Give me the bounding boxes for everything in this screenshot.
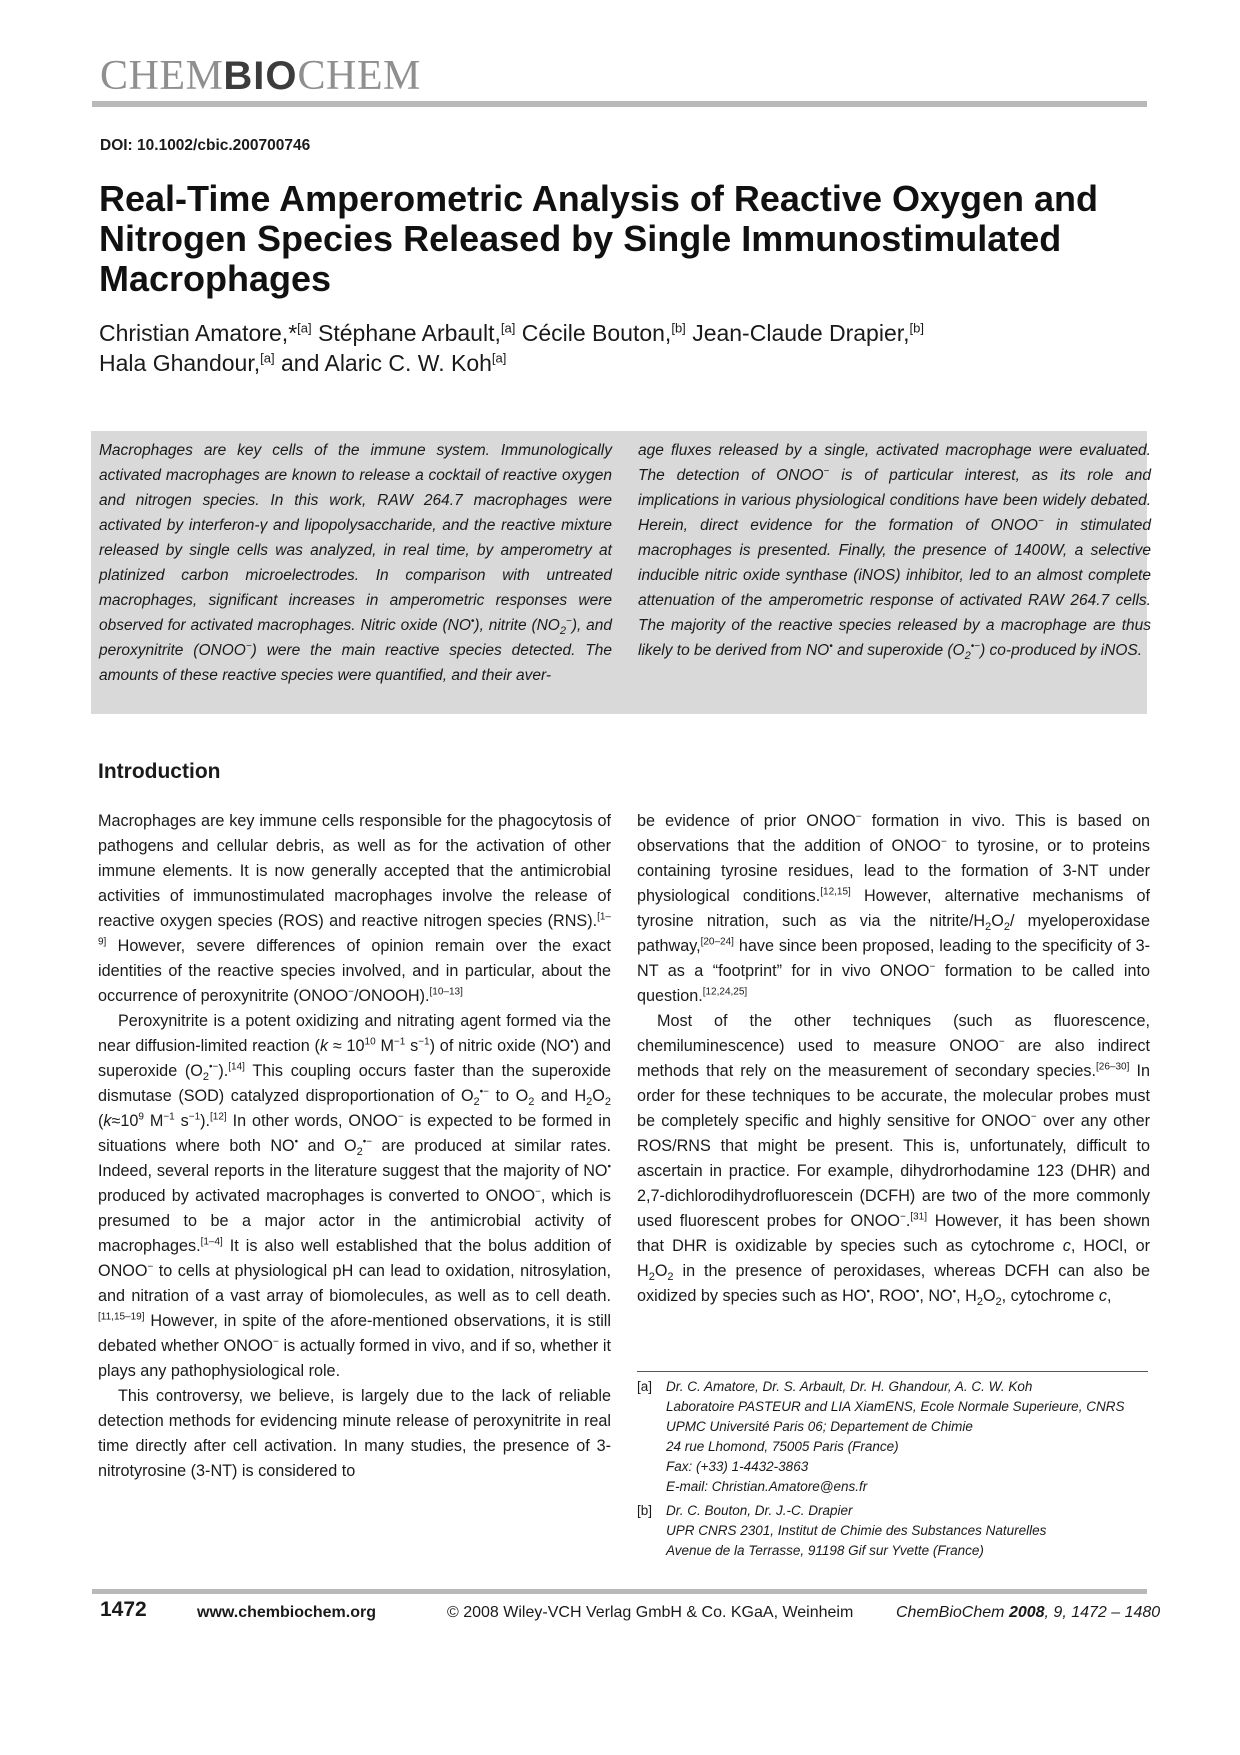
section-heading: Introduction [98, 760, 221, 783]
body-column-right [637, 809, 1150, 1309]
header-rule [92, 101, 1147, 107]
website-link[interactable]: www.chembiochem.org [197, 1604, 376, 1621]
footnote: [a] Dr. C. Amatore, Dr. S. Arbault, Dr. H. Ghandour, A. C. W. Koh Laboratoire PASTEUR and LIA XiamENS, Ecole Normale Superieure, CNRS UPMC Université Paris 06; Departement de Chimie 24 rue Lhomond, 75005 Paris (France) Fax: (+33) 1-4432-3863 E-mail: Christian.Amatore@ens.fr [637, 1377, 1157, 1497]
author-list: Christian Amatore,*[a] Stéphane Arbault,[a] Cécile Bouton,[b] Jean-Claude Drapier,[b] Hala Ghandour,[a] and Alaric C. W. Koh[a] [99, 320, 924, 376]
paragraph: Peroxynitrite is a potent oxidizing and nitrating agent formed via the near diffusion-limited reaction ($k \approx 10^{10}$ $M^{-1}$ $s^{-1}$) of nitric oxide (NO•) and superoxide $(O_2^{•-}).[14]$ This coupling occurs faster than the superoxide dismutase (SOD) catalyzed disproportionation of $O_2^{•-}$ to $O_2$ and $H_2O_2$ ($k\approx 10^9$ $M^{-1}$ $s^{-1}).[12]$ In other words, ONOO− is expected to be formed in situations where both NO• and $O_2^{•-}$ are produced at similar rates. Indeed, several reports in the literature suggest that the majority of NO• produced by activated macrophages is converted to ONOO−, which is presumed to be a major actor in the antimicrobial activity of macrophages.[1–4] It is also well established that the bolus addition of ONOO− to cells at physiological pH can lead to oxidation, nitrosylation, and nitration of a vast array of biomolecules, as well as to cell death.[11,15–19] However, in spite of the afore-mentioned observations, it is still debated whether ONOO− is actually formed in vivo, and if so, whether it plays any pathophysiological role. [98, 1012, 612, 1380]
journal-citation: ChemBioChem 2008, 9, 1472 – 1480 [896, 1604, 1161, 1621]
article-title: Real-Time Amperometric Analysis of Reactive Oxygen and Nitrogen Species Released by Single Immunostimulated Macrophages [99, 178, 1099, 299]
paragraph: be evidence of prior ONOO− formation in vivo. This is based on observations that the addition of ONOO− to tyrosine, or to proteins containing tyrosine residues, lead to the formation of 3-NT under physiological conditions.[12,15] However, alternative mechanisms of tyrosine nitration, such as via the nitrite/$H_2O_2/$ myeloperoxidase pathway,[20–24] have since been proposed, leading to the specificity of 3-NT as a “footprint” for in vivo ONOO− formation to be called into question.[12,24,25] [637, 811, 1150, 1005]
author: Christian Amatore,* [99, 320, 298, 346]
author: and Alaric C. W. Koh [280, 350, 492, 376]
author: Cécile Bouton, [521, 320, 672, 346]
body-column-left [98, 809, 611, 1484]
author: Hala Ghandour, [99, 350, 261, 376]
footnote: [b] Dr. C. Bouton, Dr. J.-C. Drapier UPR CNRS 2301, Institut de Chimie des Substances Naturelles Avenue de la Terrasse, 91198 Gif sur Yvette (France) [637, 1503, 1047, 1558]
author: Jean-Claude Drapier, [692, 320, 910, 346]
abstract-box [91, 431, 1151, 714]
footer-rule [92, 1589, 1147, 1594]
footnote-rule [637, 1371, 1148, 1372]
author: Stéphane Arbault, [318, 320, 501, 346]
affiliation-footnotes [637, 1377, 1157, 1565]
email-link[interactable]: E-mail: Christian.Amatore@ens.fr [666, 1479, 868, 1494]
abstract-column-1: Macrophages are key cells of the immune system. Immunologically activated macrophages are known to release a cocktail of reactive oxygen and nitrogen species. In this work, RAW 264.7 macrophages were activated by interferon-γ and lipopolysaccharide, and the reactive mixture released by single cells was analyzed, in real time, by amperometry at platinized carbon microelectrodes. In comparison with untreated macrophages, significant increases in amperometric responses were observed for activated macrophages. Nitric oxide (NO•), nitrite $(NO_2^-)$, and peroxynitrite (ONOO−) were the main reactive species detected. The amounts of these reactive species were quantified, and their aver- [99, 442, 612, 684]
journal-logo: CHEMBIOCHEM [100, 53, 421, 99]
abstract-column-2: age fluxes released by a single, activated macrophage were evaluated. The detection of ONOO− is of particular interest, as its role and implications in various physiological conditions have been widely debated. Herein, direct evidence for the formation of ONOO− in stimulated macrophages is presented. Finally, the presence of 1400W, a selective inducible nitric oxide synthase (iNOS) inhibitor, led to an almost complete attenuation of the amperometric response of activated RAW 264.7 cells. The majority of the reactive species released by a macrophage are thus likely to be derived from NO• and superoxide $(O_2^{•-})$ co-produced by iNOS. [638, 442, 1151, 663]
doi: DOI: 10.1002/cbic.200700746 [100, 137, 311, 154]
paragraph: Most of the other techniques (such as fluorescence, chemiluminescence) used to measure ONOO− are also indirect methods that rely on the measurement of secondary species.[26–30] In order for these techniques to be accurate, the molecular probes must be completely specific and highly sensitive for ONOO− over any other ROS/RNS that might be present. This is, unfortunately, difficult to ascertain in practice. For example, dihydrorhodamine 123 (DHR) and 2,7-dichlorodihydrofluorescein (DCFH) are two of the more commonly used fluorescent probes for ONOO−.[31] However, it has been shown that DHR is oxidizable by species such as cytochrome c, HOCl, or $H_2O_2$ in the presence of peroxidases, whereas DCFH can also be oxidized by species such as HO•, ROO•, NO•, $H_2O_2$, cytochrome c, [637, 1012, 1151, 1309]
copyright: © 2008 Wiley-VCH Verlag GmbH & Co. KGaA, Weinheim [447, 1604, 854, 1621]
paragraph: Macrophages are key immune cells responsible for the phagocytosis of pathogens and cellular debris, as well as for the activation of other immune elements. It is now generally accepted that the antimicrobial activities of immunostimulated macrophages involve the release of reactive oxygen species (ROS) and reactive nitrogen species (RNS).[1–9] However, severe differences of opinion remain over the exact identities of the reactive species involved, and in particular, about the occurrence of peroxynitrite (ONOO−/ONOOH).[10–13] [98, 812, 611, 1005]
paragraph: This controversy, we believe, is largely due to the lack of reliable detection methods for evidencing minute release of peroxynitrite in real time directly after cell activation. In many studies, the presence of 3-nitrotyrosine (3-NT) is considered to [98, 1387, 611, 1480]
page-number: 1472 [100, 1598, 147, 1621]
